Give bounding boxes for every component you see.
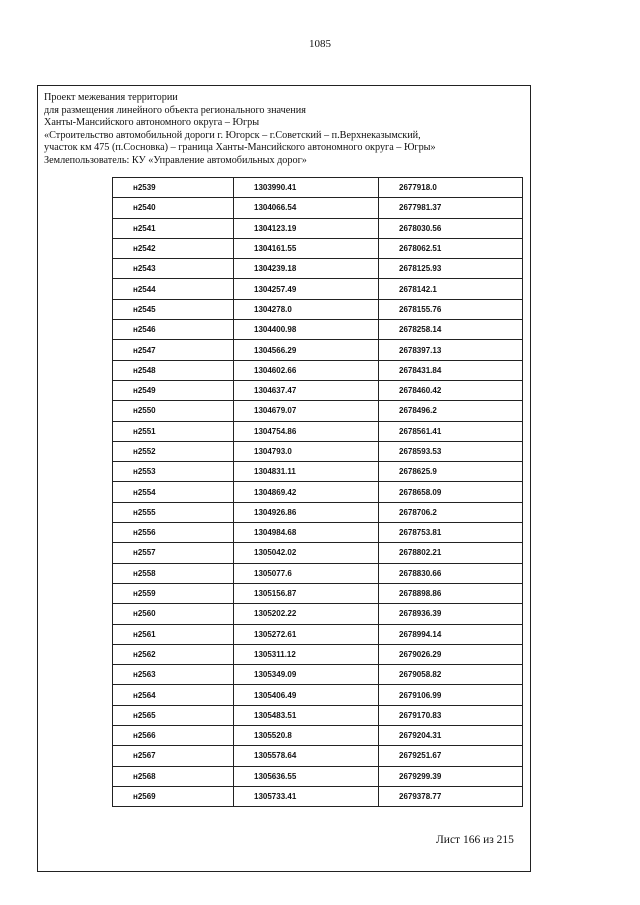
- table-row: [113, 401, 523, 421]
- table-row: [113, 624, 523, 644]
- table-row: [113, 178, 523, 198]
- point-id-cell: н2559: [113, 583, 234, 603]
- x-coordinate-cell: 1305349.09: [234, 665, 379, 685]
- y-coordinate-cell: 2678142.1: [379, 279, 523, 299]
- table-row: [113, 482, 523, 502]
- x-coordinate-cell: 1303990.41: [234, 178, 379, 198]
- point-id-cell: н2549: [113, 380, 234, 400]
- point-id-cell: н2563: [113, 665, 234, 685]
- table-row: [113, 218, 523, 238]
- y-coordinate-cell: 2679204.31: [379, 726, 523, 746]
- x-coordinate-cell: 1305311.12: [234, 644, 379, 664]
- y-coordinate-cell: 2678125.93: [379, 259, 523, 279]
- x-coordinate-cell: 1304793.0: [234, 441, 379, 461]
- table-row: [113, 502, 523, 522]
- table-row: [113, 523, 523, 543]
- coordinates-table-body: [113, 178, 523, 807]
- header-line: участок км 475 (п.Сосновка) – граница Ханты-Мансийского автономного округа – Югры»: [44, 142, 436, 154]
- table-row: [113, 583, 523, 603]
- y-coordinate-cell: 2678062.51: [379, 238, 523, 258]
- x-coordinate-cell: 1305636.55: [234, 766, 379, 786]
- x-coordinate-cell: 1304831.11: [234, 462, 379, 482]
- table-row: [113, 685, 523, 705]
- table-row: [113, 563, 523, 583]
- y-coordinate-cell: 2679170.83: [379, 705, 523, 725]
- point-id-cell: н2566: [113, 726, 234, 746]
- y-coordinate-cell: 2678994.14: [379, 624, 523, 644]
- y-coordinate-cell: 2678593.53: [379, 441, 523, 461]
- point-id-cell: н2541: [113, 218, 234, 238]
- table-row: [113, 441, 523, 461]
- table-row: [113, 766, 523, 786]
- x-coordinate-cell: 1304161.55: [234, 238, 379, 258]
- point-id-cell: н2542: [113, 238, 234, 258]
- point-id-cell: н2565: [113, 705, 234, 725]
- table-row: [113, 604, 523, 624]
- x-coordinate-cell: 1304123.19: [234, 218, 379, 238]
- header-line: Землепользователь: КУ «Управление автомобильных дорог»: [44, 154, 307, 166]
- x-coordinate-cell: 1305483.51: [234, 705, 379, 725]
- y-coordinate-cell: 2678496.2: [379, 401, 523, 421]
- header-line: «Строительство автомобильной дороги г. Югорск – г.Советский – п.Верхнеказымский,: [44, 129, 421, 141]
- y-coordinate-cell: 2677918.0: [379, 178, 523, 198]
- point-id-cell: н2552: [113, 441, 234, 461]
- point-id-cell: н2568: [113, 766, 234, 786]
- table-row: [113, 380, 523, 400]
- sheet-label: Лист 166 из 215: [436, 834, 514, 846]
- point-id-cell: н2557: [113, 543, 234, 563]
- table-row: [113, 421, 523, 441]
- x-coordinate-cell: 1304637.47: [234, 380, 379, 400]
- x-coordinate-cell: 1305202.22: [234, 604, 379, 624]
- y-coordinate-cell: 2678625.9: [379, 462, 523, 482]
- y-coordinate-cell: 2678802.21: [379, 543, 523, 563]
- x-coordinate-cell: 1304239.18: [234, 259, 379, 279]
- x-coordinate-cell: 1305077.6: [234, 563, 379, 583]
- point-id-cell: н2556: [113, 523, 234, 543]
- x-coordinate-cell: 1304066.54: [234, 198, 379, 218]
- table-row: [113, 340, 523, 360]
- x-coordinate-cell: 1304679.07: [234, 401, 379, 421]
- point-id-cell: н2553: [113, 462, 234, 482]
- y-coordinate-cell: 2678155.76: [379, 299, 523, 319]
- table-row: [113, 238, 523, 258]
- table-row: [113, 726, 523, 746]
- header-line: Проект межевания территории: [44, 92, 178, 103]
- y-coordinate-cell: 2678460.42: [379, 380, 523, 400]
- coordinates-table: [112, 177, 523, 807]
- y-coordinate-cell: 2678753.81: [379, 523, 523, 543]
- y-coordinate-cell: 2677981.37: [379, 198, 523, 218]
- table-row: [113, 360, 523, 380]
- point-id-cell: н2555: [113, 502, 234, 522]
- point-id-cell: н2561: [113, 624, 234, 644]
- table-row: [113, 644, 523, 664]
- point-id-cell: н2567: [113, 746, 234, 766]
- page-number: 1085: [309, 38, 331, 50]
- y-coordinate-cell: 2678431.84: [379, 360, 523, 380]
- table-row: [113, 665, 523, 685]
- table-row: [113, 198, 523, 218]
- point-id-cell: н2562: [113, 644, 234, 664]
- table-row: [113, 320, 523, 340]
- x-coordinate-cell: 1305578.64: [234, 746, 379, 766]
- x-coordinate-cell: 1305042.02: [234, 543, 379, 563]
- x-coordinate-cell: 1304602.66: [234, 360, 379, 380]
- point-id-cell: н2564: [113, 685, 234, 705]
- point-id-cell: н2543: [113, 259, 234, 279]
- y-coordinate-cell: 2678830.66: [379, 563, 523, 583]
- x-coordinate-cell: 1305406.49: [234, 685, 379, 705]
- y-coordinate-cell: 2679251.67: [379, 746, 523, 766]
- x-coordinate-cell: 1304566.29: [234, 340, 379, 360]
- y-coordinate-cell: 2678561.41: [379, 421, 523, 441]
- x-coordinate-cell: 1304869.42: [234, 482, 379, 502]
- x-coordinate-cell: 1305156.87: [234, 583, 379, 603]
- x-coordinate-cell: 1304754.86: [234, 421, 379, 441]
- header-line: для размещения линейного объекта регионального значения: [44, 104, 306, 116]
- point-id-cell: н2540: [113, 198, 234, 218]
- header-line: Ханты-Мансийского автономного округа – Югры: [44, 117, 260, 129]
- point-id-cell: н2550: [113, 401, 234, 421]
- point-id-cell: н2546: [113, 320, 234, 340]
- y-coordinate-cell: 2679378.77: [379, 786, 523, 806]
- x-coordinate-cell: 1305520.8: [234, 726, 379, 746]
- point-id-cell: н2560: [113, 604, 234, 624]
- point-id-cell: н2569: [113, 786, 234, 806]
- y-coordinate-cell: 2678936.39: [379, 604, 523, 624]
- point-id-cell: н2539: [113, 178, 234, 198]
- point-id-cell: н2547: [113, 340, 234, 360]
- table-row: [113, 462, 523, 482]
- y-coordinate-cell: 2679106.99: [379, 685, 523, 705]
- y-coordinate-cell: 2678397.13: [379, 340, 523, 360]
- y-coordinate-cell: 2679026.29: [379, 644, 523, 664]
- x-coordinate-cell: 1304278.0: [234, 299, 379, 319]
- x-coordinate-cell: 1304984.68: [234, 523, 379, 543]
- point-id-cell: н2551: [113, 421, 234, 441]
- y-coordinate-cell: 2678258.14: [379, 320, 523, 340]
- x-coordinate-cell: 1305272.61: [234, 624, 379, 644]
- table-row: [113, 279, 523, 299]
- y-coordinate-cell: 2678658.09: [379, 482, 523, 502]
- y-coordinate-cell: 2679058.82: [379, 665, 523, 685]
- table-row: [113, 746, 523, 766]
- point-id-cell: н2554: [113, 482, 234, 502]
- point-id-cell: н2558: [113, 563, 234, 583]
- document-header: [44, 92, 524, 168]
- y-coordinate-cell: 2678706.2: [379, 502, 523, 522]
- y-coordinate-cell: 2678030.56: [379, 218, 523, 238]
- table-row: [113, 299, 523, 319]
- point-id-cell: н2545: [113, 299, 234, 319]
- x-coordinate-cell: 1304400.98: [234, 320, 379, 340]
- x-coordinate-cell: 1304257.49: [234, 279, 379, 299]
- x-coordinate-cell: 1304926.86: [234, 502, 379, 522]
- x-coordinate-cell: 1305733.41: [234, 786, 379, 806]
- table-row: [113, 259, 523, 279]
- table-row: [113, 705, 523, 725]
- y-coordinate-cell: 2679299.39: [379, 766, 523, 786]
- y-coordinate-cell: 2678898.86: [379, 583, 523, 603]
- table-row: [113, 786, 523, 806]
- table-row: [113, 543, 523, 563]
- point-id-cell: н2548: [113, 360, 234, 380]
- point-id-cell: н2544: [113, 279, 234, 299]
